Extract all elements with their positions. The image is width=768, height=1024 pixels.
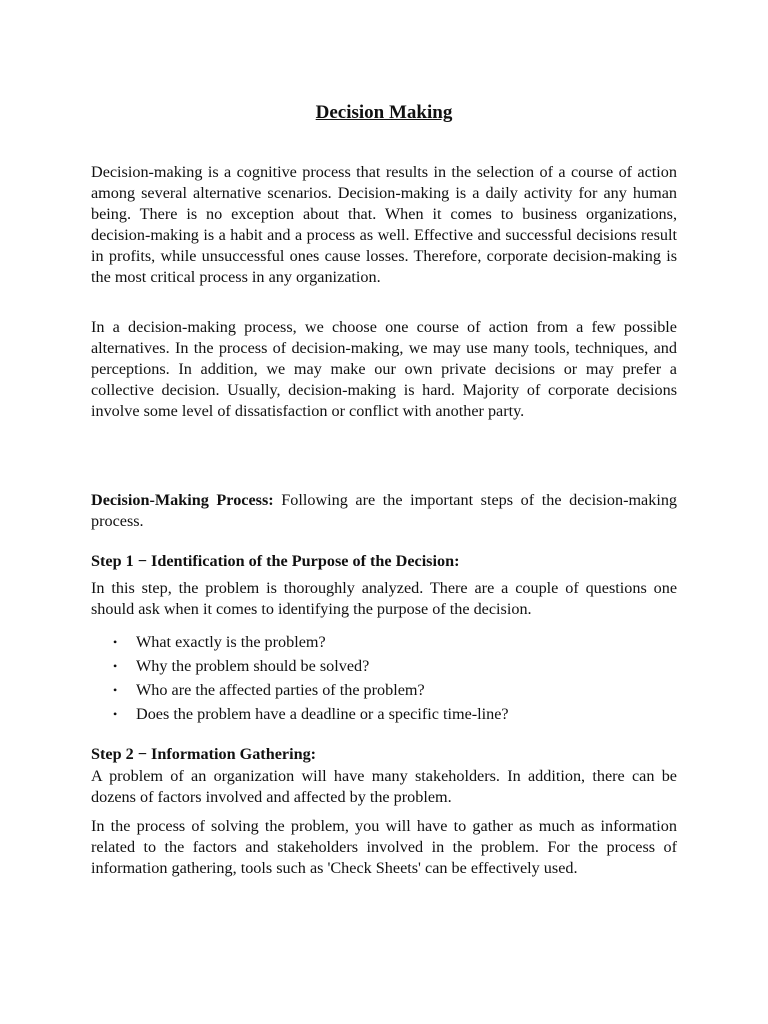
list-item xyxy=(91,678,677,702)
list-item xyxy=(91,702,677,726)
bullet-icon: • xyxy=(113,707,118,721)
intro-paragraph: Decision-making is a cognitive process that results in the selection of a course of action among several alternative scenarios. Decision-making is a daily activity for any human being. There is no exception about that. When it comes to business organizations, decision-making is a habit and a process as well. Effective and successful decisions result in profits, while unsuccessful ones cause losses. Therefore, corporate decision-making is the most critical process in any organization. xyxy=(91,163,677,286)
list-item-text: What exactly is the problem? xyxy=(136,633,326,651)
process-description-paragraph: In a decision-making process, we choose one course of action from a few possible alternatives. In the process of decision-making, we may use many tools, techniques, and perceptions. In addition, we may make our own private decisions or may prefer a collective decision. Usually, decision-making is hard. Majority of corporate decisions involve some level of dissatisfaction or conflict with another party. xyxy=(91,318,677,420)
bullet-icon: • xyxy=(113,659,118,673)
bullet-icon: • xyxy=(113,683,118,697)
step2-paragraph-2: In the process of solving the problem, you will have to gather as much as information related to the factors and stakeholders involved in the problem. For the process of information gathering, tools such as 'Check Sheets' can be effectively used. xyxy=(91,817,677,877)
step1-question-list xyxy=(91,630,677,726)
list-item xyxy=(91,630,677,654)
step1-paragraph: In this step, the problem is thoroughly analyzed. There are a couple of questions one should ask when it comes to identifying the purpose of the decision. xyxy=(91,579,677,618)
process-heading: Decision-Making Process: xyxy=(91,491,274,509)
step2-heading: Step 2 − Information Gathering: xyxy=(91,745,317,763)
step2-paragraph-1: A problem of an organization will have many stakeholders. In addition, there can be dozens of factors involved and affected by the problem. xyxy=(91,767,677,806)
list-item-text: Does the problem have a deadline or a specific time-line? xyxy=(136,705,509,723)
list-item-text: Why the problem should be solved? xyxy=(136,657,370,675)
process-text: Following are the important steps of the decision-making process. xyxy=(91,491,678,530)
document-title: Decision Making xyxy=(315,102,453,123)
step1-heading: Step 1 − Identification of the Purpose of the Decision: xyxy=(91,552,460,570)
list-item xyxy=(91,654,677,678)
process-overview-paragraph xyxy=(91,490,677,532)
list-item-text: Who are the affected parties of the problem? xyxy=(136,681,425,699)
bullet-icon: • xyxy=(113,635,118,649)
